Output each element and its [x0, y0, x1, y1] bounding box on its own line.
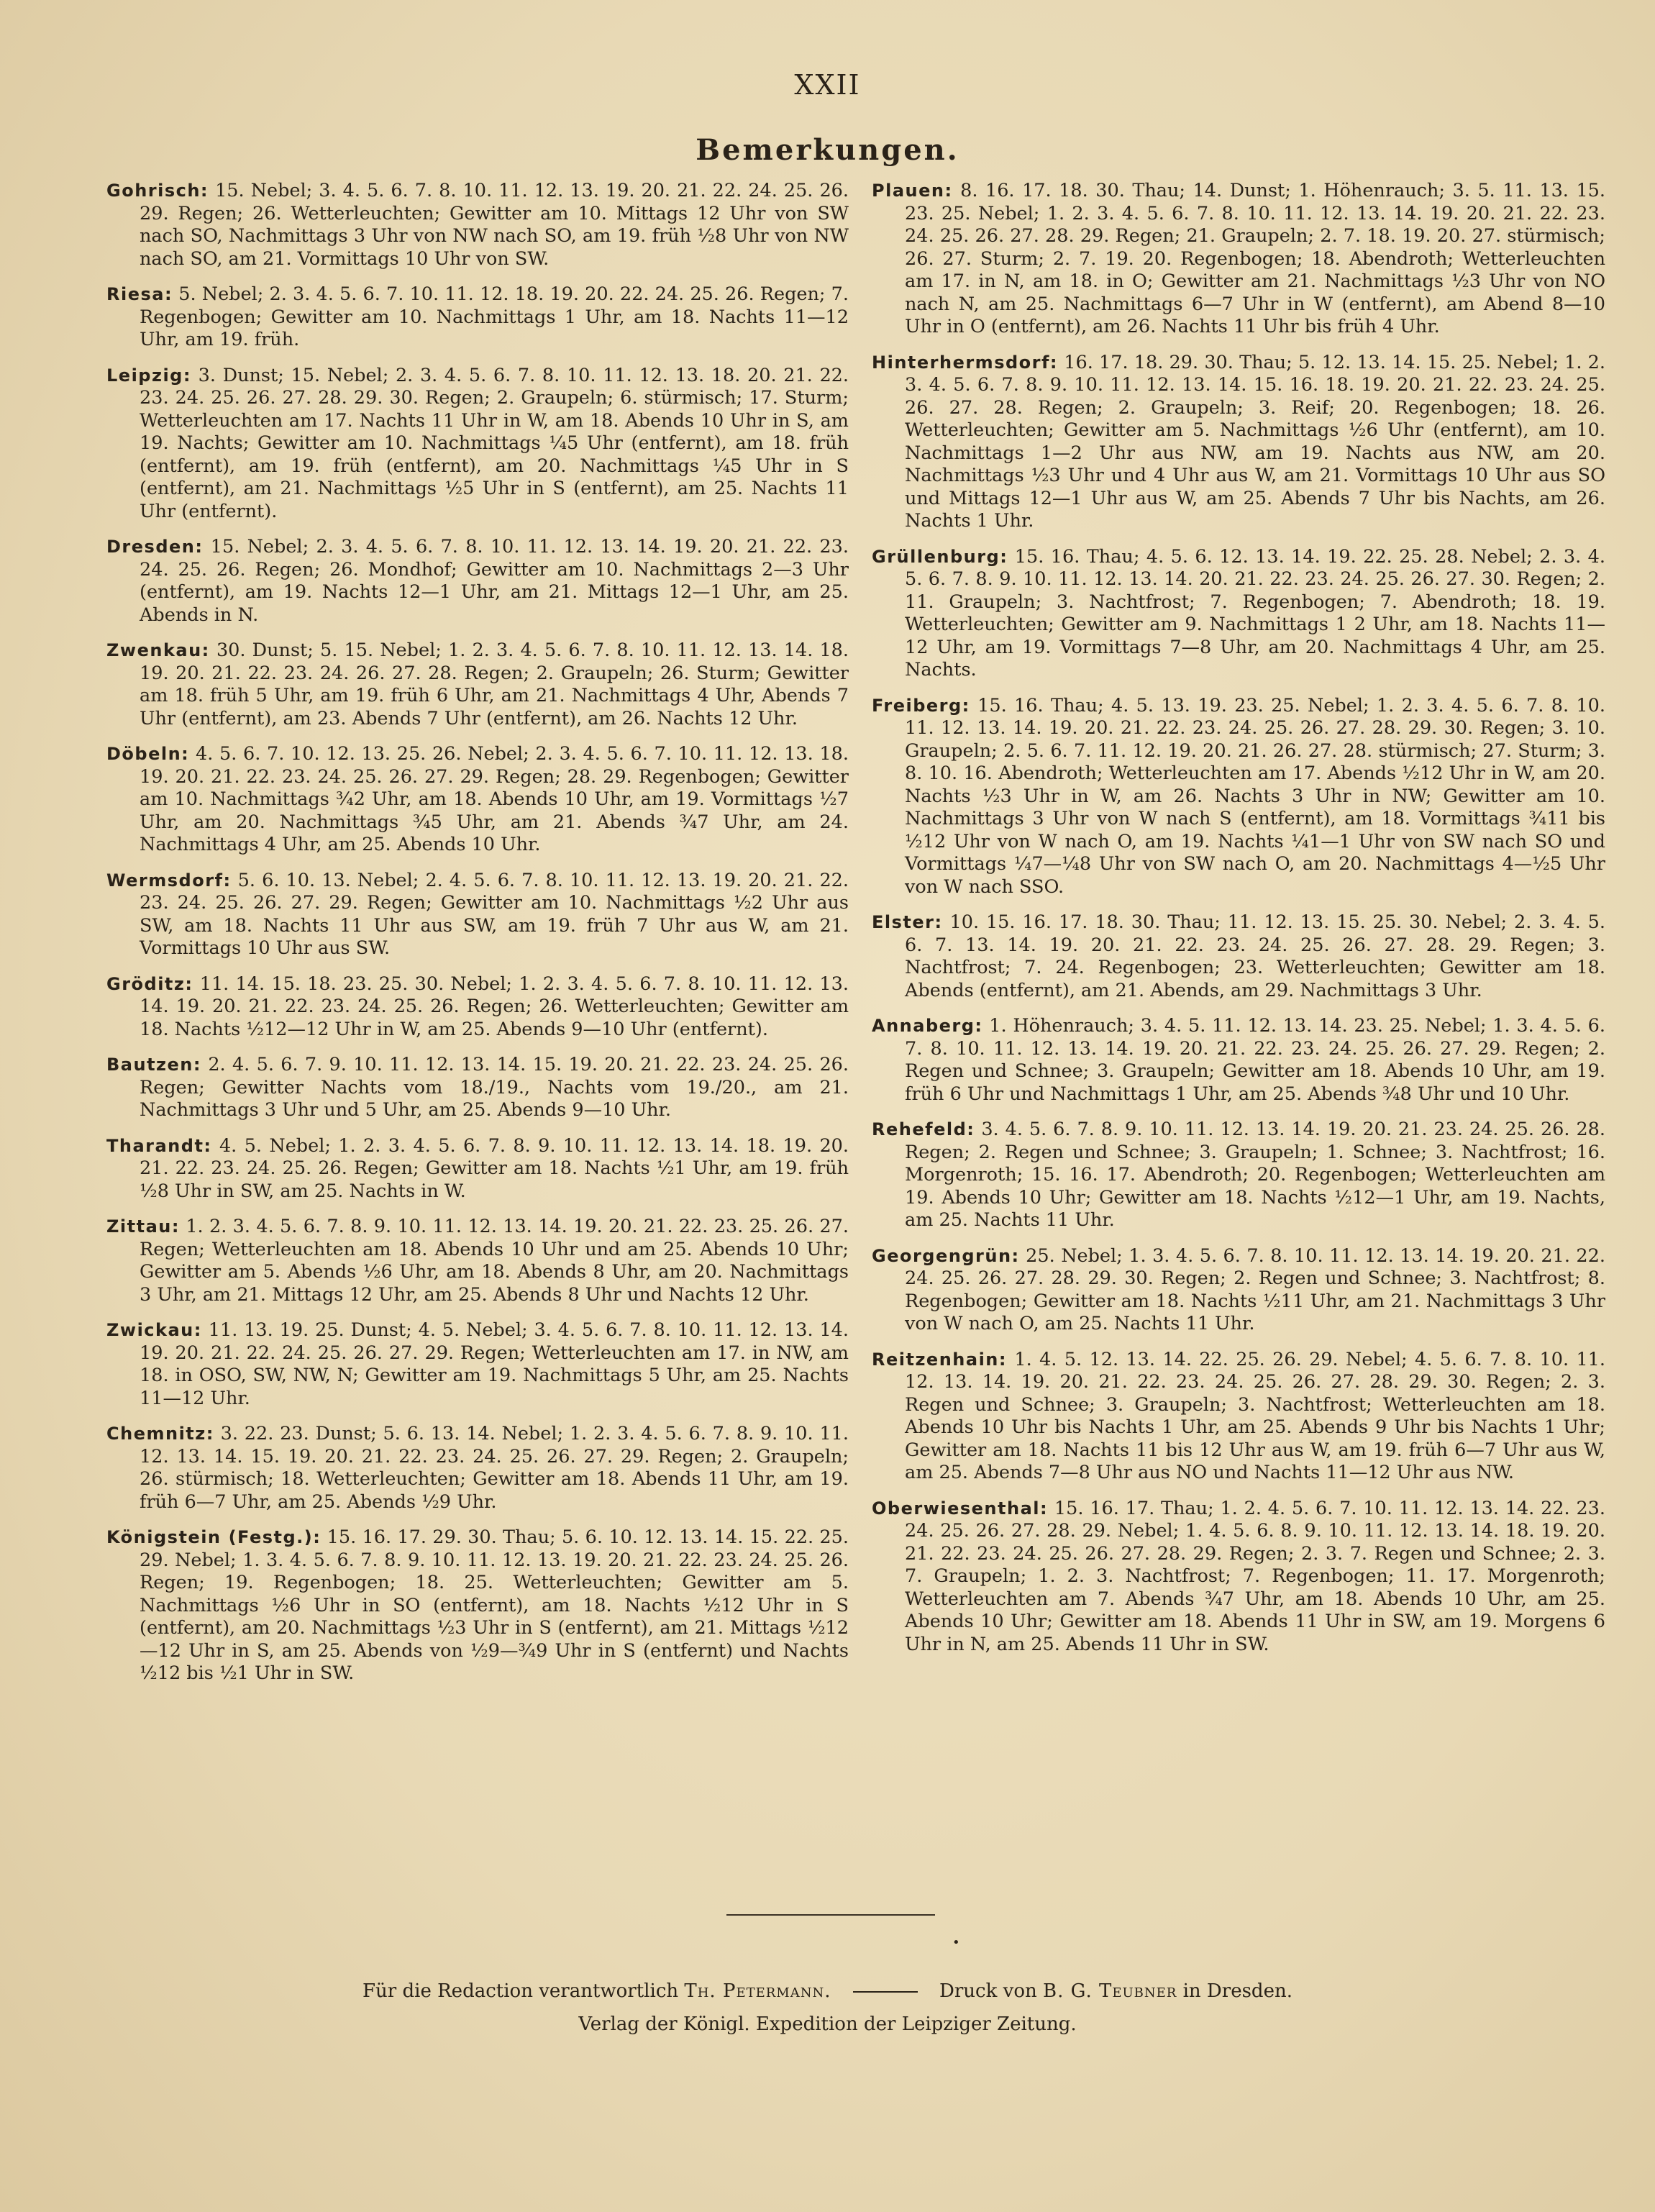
- station-remarks: 4. 5. Nebel; 1. 2. 3. 4. 5. 6. 7. 8. 9. 10. 11. 12. 13. 14. 18. 19. 20. 21. 22. 23. 24. 25. 26. Regen; Gewitter am 18. Nachts ½1 Uhr, am 19. früh ½8 Uhr in SW, am 25. Nachts in W.: [140, 1134, 849, 1202]
- station-name: Tharandt:: [106, 1135, 212, 1156]
- station-entry: [106, 870, 849, 960]
- imprint-dash: [853, 1991, 918, 1993]
- station-name: Annaberg:: [872, 1016, 983, 1036]
- station-entry: [106, 1216, 849, 1306]
- station-entry: [872, 352, 1605, 533]
- station-entry: [872, 1015, 1605, 1106]
- imprint-line-1: [0, 1975, 1655, 2008]
- station-name: Döbeln:: [106, 744, 190, 764]
- station-entry: [106, 365, 849, 524]
- station-name: Reitzenhain:: [872, 1349, 1007, 1370]
- station-name: Bautzen:: [106, 1055, 201, 1075]
- ornament-dot: •: [952, 1935, 960, 1950]
- page-number: XXII: [794, 69, 861, 101]
- station-remarks: 15. 16. 17. 29. 30. Thau; 5. 6. 10. 12. 13. 14. 15. 22. 25. 29. Nebel; 1. 3. 4. 5. 6. 7. 8. 9. 10. 11. 12. 13. 19. 20. 21. 22. 23. 24. 25. 26. Regen; 19. Regenbogen; 18. 25. Wetterleuchten; Gewitter am 5. Nachmittags ½6 Uhr in SO (entfernt), am 18. Nachts ½12 Uhr in S (entfernt), am 20. Nachmittags ½3 Uhr in S (entfernt), am 21. Mittags ½12—12 Uhr in S, am 25. Abends von ½9—¾9 Uhr in S (entfernt) und Nachts ½12 bis ½1 Uhr in SW.: [140, 1526, 849, 1684]
- station-name: Dresden:: [106, 537, 204, 557]
- station-remarks: 1. 4. 5. 12. 13. 14. 22. 25. 26. 29. Nebel; 4. 5. 6. 7. 8. 10. 11. 12. 13. 14. 19. 20. 21. 22. 23. 24. 25. 26. 27. 28. 29. 30. Regen; 2. 3. Regen und Schnee; 3. Graupeln; 3. Nachtfrost; Wetterleuchten am 18. Abends 10 Uhr bis Nachts 1 Uhr, am 25. Abends 9 Uhr bis Nachts 1 Uhr; Gewitter am 18. Nachts 11 bis 12 Uhr aus W, am 19. früh 6—7 Uhr aus W, am 25. Abends 7—8 Uhr aus NO und Nachts 11—12 Uhr aus NW.: [905, 1348, 1606, 1483]
- station-name: Gröditz:: [106, 973, 193, 994]
- station-entry: [106, 1423, 849, 1514]
- station-entry: [106, 640, 849, 730]
- station-entry: [872, 911, 1605, 1002]
- station-name: Rehefeld:: [872, 1119, 975, 1139]
- station-name: Hinterhermsdorf:: [872, 352, 1059, 373]
- station-entry: [872, 1498, 1605, 1657]
- station-remarks: 30. Dunst; 5. 15. Nebel; 1. 2. 3. 4. 5. 6. 7. 8. 10. 11. 12. 13. 14. 18. 19. 20. 21. 22. 23. 24. 26. 27. 28. Regen; 2. Graupeln; 26. Sturm; Gewitter am 18. früh 5 Uhr, am 19. früh 6 Uhr, am 21. Nachmittags 4 Uhr, Abends 7 Uhr (entfernt), am 23. Abends 7 Uhr (entfernt), am 26. Nachts 12 Uhr.: [140, 640, 849, 729]
- station-remarks: 1. 2. 3. 4. 5. 6. 7. 8. 9. 10. 11. 12. 13. 14. 19. 20. 21. 22. 23. 25. 26. 27. Regen; Wetterleuchten am 18. Abends 10 Uhr und am 25. Abends 10 Uhr; Gewitter am 5. Abends ½6 Uhr, am 18. Abends 8 Uhr, am 20. Nachmittags 3 Uhr, am 21. Mittags 12 Uhr, am 25. Abends 8 Uhr und Nachts 12 Uhr.: [140, 1216, 849, 1306]
- station-remarks: 3. 22. 23. Dunst; 5. 6. 13. 14. Nebel; 1. 2. 3. 4. 5. 6. 7. 8. 9. 10. 11. 12. 13. 14. 15. 19. 20. 21. 22. 23. 24. 25. 26. 27. 29. Regen; 2. Graupeln; 26. stürmisch; 18. Wetterleuchten; Gewitter am 18. Abends 11 Uhr, am 19. früh 6—7 Uhr, am 25. Abends ½9 Uhr.: [140, 1423, 849, 1513]
- station-remarks: 5. Nebel; 2. 3. 4. 5. 6. 7. 10. 11. 12. 18. 19. 20. 22. 24. 25. 26. Regen; 7. Regenbogen; Gewitter am 10. Nachmittags 1 Uhr, am 18. Nachts 11—12 Uhr, am 19. früh.: [140, 283, 849, 350]
- printer-prefix: Druck von: [939, 1980, 1037, 2002]
- station-name: Chemnitz:: [106, 1424, 214, 1444]
- right-column: [872, 180, 1605, 1669]
- station-name: Freiberg:: [872, 695, 970, 716]
- station-remarks: 16. 17. 18. 29. 30. Thau; 5. 12. 13. 14. 15. 25. Nebel; 1. 2. 3. 4. 5. 6. 7. 8. 9. 10. 11. 12. 13. 14. 15. 16. 18. 19. 20. 21. 22. 23. 24. 25. 26. 27. 28. Regen; 2. Graupeln; 3. Reif; 20. Regenbogen; 18. 26. Wetterleuchten; Gewitter am 5. Nachmittags ½6 Uhr (entfernt), am 10. Nachmittags 1—2 Uhr aus NW, am 19. Nachts aus NW, am 20. Nachmittags ½3 Uhr und 4 Uhr aus W, am 21. Vormittags 10 Uhr aus SO und Mittags 12—1 Uhr aus W, am 25. Abends 7 Uhr bis Nachts, am 26. Nachts 1 Uhr.: [905, 351, 1605, 532]
- station-name: Gohrisch:: [106, 181, 209, 201]
- station-name: Leipzig:: [106, 365, 191, 386]
- station-name: Oberwiesenthal:: [872, 1498, 1049, 1519]
- station-entry: [106, 743, 849, 857]
- station-name: Zwickau:: [106, 1320, 202, 1340]
- station-entry: [106, 283, 849, 352]
- station-entry: [106, 1135, 849, 1203]
- station-remarks: 5. 6. 10. 13. Nebel; 2. 4. 5. 6. 7. 8. 10. 11. 12. 13. 19. 20. 21. 22. 23. 24. 25. 26. 27. 29. Regen; Gewitter am 10. Nachmittags ½2 Uhr aus SW, am 18. Nachts 11 Uhr aus SW, am 19. früh 7 Uhr aus W, am 21. Vormittags 10 Uhr aus SW.: [140, 869, 849, 959]
- station-remarks: 1. Höhenrauch; 3. 4. 5. 11. 12. 13. 14. 23. 25. Nebel; 1. 3. 4. 5. 6. 7. 8. 10. 11. 12. 13. 14. 19. 20. 21. 22. 23. 24. 25. 26. 27. 29. Regen; 2. Regen und Schnee; 3. Graupeln; Gewitter am 18. Abends 10 Uhr, am 19. früh 6 Uhr und Nachmittags 1 Uhr, am 25. Abends ¾8 Uhr und 10 Uhr.: [905, 1015, 1605, 1105]
- station-entry: [106, 180, 849, 270]
- page-heading: Bemerkungen.: [696, 133, 959, 167]
- station-entry: [872, 546, 1605, 682]
- station-name: Wermsdorf:: [106, 870, 232, 891]
- station-entry: [106, 973, 849, 1042]
- station-name: Königstein (Festg.):: [106, 1527, 322, 1547]
- station-entry: [872, 180, 1605, 339]
- station-entry: [872, 1349, 1605, 1485]
- responsible-prefix: Für die Redaction verantwortlich: [363, 1980, 679, 2002]
- printer-suffix: in Dresden.: [1182, 1980, 1292, 2002]
- station-name: Zittau:: [106, 1216, 180, 1237]
- left-column: [106, 180, 849, 1698]
- station-remarks: 15. Nebel; 2. 3. 4. 5. 6. 7. 8. 10. 11. 12. 13. 14. 19. 20. 21. 22. 23. 24. 25. 26. Regen; 26. Mondhof; Gewitter am 10. Nachmittags 2—3 Uhr (entfernt), am 19. Nachts 12—1 Uhr, am 21. Mittags 12—1 Uhr, am 25. Abends in N.: [140, 536, 849, 626]
- station-remarks: 15. Nebel; 3. 4. 5. 6. 7. 8. 10. 11. 12. 13. 19. 20. 21. 22. 24. 25. 26. 29. Regen; 26. Wetterleuchten; Gewitter am 10. Mittags 12 Uhr von SW nach SO, Nachmittags 3 Uhr von NW nach SO, am 19. früh ½8 Uhr von NW nach SO, am 21. Vormittags 10 Uhr von SW.: [140, 180, 849, 270]
- station-name: Riesa:: [106, 284, 173, 304]
- station-remarks: 4. 5. 6. 7. 10. 12. 13. 25. 26. Nebel; 2. 3. 4. 5. 6. 7. 10. 11. 12. 13. 18. 19. 20. 21. 22. 23. 24. 25. 26. 27. 29. Regen; 28. 29. Regenbogen; Gewitter am 10. Nachmittags ¾2 Uhr, am 18. Abends 10 Uhr, am 19. Vormittags ½7 Uhr, am 20. Nachmittags ¾5 Uhr, am 21. Abends ¾7 Uhr, am 24. Nachmittags 4 Uhr, am 25. Abends 10 Uhr.: [140, 743, 849, 855]
- station-remarks: 3. 4. 5. 6. 7. 8. 9. 10. 11. 12. 13. 14. 19. 20. 21. 23. 24. 25. 26. 28. Regen; 2. Regen und Schnee; 3. Graupeln; 1. Schnee; 3. Nachtfrost; 16. Morgenroth; 15. 16. 17. Abendroth; 20. Regenbogen; Wetterleuchten am 19. Abends 10 Uhr; Gewitter am 18. Nachts ½12—1 Uhr, am 19. Nachts, am 25. Nachts 11 Uhr.: [905, 1119, 1606, 1231]
- station-entry: [872, 695, 1605, 899]
- station-name: Georgengrün:: [872, 1245, 1020, 1266]
- separator-rule: [726, 1914, 935, 1916]
- station-remarks: 3. Dunst; 15. Nebel; 2. 3. 4. 5. 6. 7. 8. 10. 11. 12. 13. 18. 20. 21. 22. 23. 24. 25. 26. 27. 28. 29. 30. Regen; 2. Graupeln; 6. stürmisch; 17. Sturm; Wetterleuchten am 17. Nachts 11 Uhr in W, am 18. Abends 10 Uhr in S, am 19. Nachts; Gewitter am 10. Nachmittags ¼5 Uhr (entfernt), am 18. früh (entfernt), am 19. früh (entfernt), am 20. Nachmittags ¼5 Uhr in S (entfernt), am 21. Nachmittags ½5 Uhr in S (entfernt), am 25. Nachts 11 Uhr (entfernt).: [140, 364, 849, 522]
- station-remarks: 11. 13. 19. 25. Dunst; 4. 5. Nebel; 3. 4. 5. 6. 7. 8. 10. 11. 12. 13. 14. 19. 20. 21. 22. 24. 25. 26. 27. 29. Regen; Wetterleuchten am 17. in NW, am 18. in OSO, SW, NW, N; Gewitter am 19. Nachmittags 5 Uhr, am 25. Nachts 11—12 Uhr.: [140, 1319, 849, 1409]
- station-remarks: 15. 16. Thau; 4. 5. 6. 12. 13. 14. 19. 22. 25. 28. Nebel; 2. 3. 4. 5. 6. 7. 8. 9. 10. 11. 12. 13. 14. 20. 21. 22. 23. 24. 25. 26. 27. 30. Regen; 2. 11. Graupeln; 3. Nachtfrost; 7. Regenbogen; 7. Abendroth; 18. 19. Wetterleuchten; Gewitter am 9. Nachmittags 1 2 Uhr, am 18. Nachts 11—12 Uhr, am 19. Vormittags 7—8 Uhr, am 20. Nachmittags 4 Uhr, am 25. Nachts.: [905, 545, 1605, 681]
- station-remarks: 15. 16. 17. Thau; 1. 2. 4. 5. 6. 7. 10. 11. 12. 13. 14. 22. 23. 24. 25. 26. 27. 28. 29. Nebel; 1. 4. 5. 6. 8. 9. 10. 11. 12. 13. 14. 18. 19. 20. 21. 22. 23. 24. 25. 26. 27. 28. 29. Regen; 2. 3. 7. Regen und Schnee; 2. 3. 7. Graupeln; 1. 2. 3. Nachtfrost; 7. Regenbogen; 11. 17. Morgenroth; Wetterleuchten am 7. Abends ¾7 Uhr, am 18. Abends 10 Uhr, am 25. Abends 10 Uhr; Gewitter am 18. Abends 11 Uhr in SW, am 19. Morgens 6 Uhr in N, am 25. Abends 11 Uhr in SW.: [905, 1497, 1605, 1655]
- station-entry: [872, 1245, 1605, 1336]
- printer-name: B. G. Teubner: [1042, 1980, 1177, 2002]
- station-name: Plauen:: [872, 181, 953, 201]
- imprint: [0, 1975, 1655, 2041]
- station-remarks: 15. 16. Thau; 4. 5. 13. 19. 23. 25. Nebel; 1. 2. 3. 4. 5. 6. 7. 8. 10. 11. 12. 13. 14. 19. 20. 21. 22. 23. 24. 25. 26. 27. 28. 29. 30. Regen; 3. 10. Graupeln; 2. 5. 6. 7. 11. 12. 19. 20. 21. 26. 27. 28. stürmisch; 27. Sturm; 3. 8. 10. 16. Abendroth; Wetterleuchten am 17. Abends ½12 Uhr in W, am 20. Nachts ½3 Uhr in W, am 26. Nachts 3 Uhr in NW; Gewitter am 10. Nachmittags 3 Uhr von W nach S (entfernt), am 18. Vormittags ¾11 bis ½12 Uhr von W nach O, am 19. Nachts ¼1—1 Uhr von SW nach SO und Vormittags ¼7—¼8 Uhr von SW nach O, am 20. Nachmittags 4—½5 Uhr von W nach SSO.: [905, 694, 1605, 898]
- station-entry: [106, 1526, 849, 1685]
- station-remarks: 11. 14. 15. 18. 23. 25. 30. Nebel; 1. 2. 3. 4. 5. 6. 7. 8. 10. 11. 12. 13. 14. 19. 20. 21. 22. 23. 24. 25. 26. Regen; 26. Wetterleuchten; Gewitter am 18. Nachts ½12—12 Uhr in W, am 25. Abends 9—10 Uhr (entfernt).: [140, 973, 849, 1040]
- station-remarks: 10. 15. 16. 17. 18. 30. Thau; 11. 12. 13. 15. 25. 30. Nebel; 2. 3. 4. 5. 6. 7. 13. 14. 19. 20. 21. 22. 23. 24. 25. 26. 27. 28. 29. Regen; 3. Nachtfrost; 7. 24. Regenbogen; 23. Wetterleuchten; Gewitter am 18. Abends (entfernt), am 21. Abends, am 29. Nachmittags 3 Uhr.: [905, 911, 1605, 1001]
- station-name: Elster:: [872, 912, 943, 932]
- station-remarks: 25. Nebel; 1. 3. 4. 5. 6. 7. 8. 10. 11. 12. 13. 14. 19. 20. 21. 22. 24. 25. 26. 27. 28. 29. 30. Regen; 2. Regen und Schnee; 3. Nachtfrost; 8. Regenbogen; Gewitter am 18. Nachts ½11 Uhr, am 21. Nachmittags 3 Uhr von W nach O, am 25. Nachts 11 Uhr.: [905, 1244, 1605, 1334]
- station-entry: [872, 1119, 1605, 1232]
- station-entry: [106, 1319, 849, 1410]
- station-entry: [106, 536, 849, 627]
- imprint-publisher: Verlag der Königl. Expedition der Leipziger Zeitung.: [578, 2013, 1077, 2035]
- station-name: Grüllenburg:: [872, 546, 1008, 567]
- station-remarks: 2. 4. 5. 6. 7. 9. 10. 11. 12. 13. 14. 15. 19. 20. 21. 22. 23. 24. 25. 26. Regen; Gewitter Nachts vom 18./19., Nachts vom 19./20., am 21. Nachmittags 3 Uhr und 5 Uhr, am 25. Abends 9—10 Uhr.: [140, 1054, 849, 1121]
- station-remarks: 8. 16. 17. 18. 30. Thau; 14. Dunst; 1. Höhenrauch; 3. 5. 11. 13. 15. 23. 25. Nebel; 1. 2. 3. 4. 5. 6. 7. 8. 10. 11. 12. 13. 14. 19. 20. 21. 22. 23. 24. 25. 26. 27. 28. 29. Regen; 21. Graupeln; 2. 7. 18. 19. 20. 27. stürmisch; 26. 27. Sturm; 2. 7. 19. 20. Regenbogen; 18. Abendroth; Wetterleuchten am 17. in N, am 18. in O; Gewitter am 21. Nachmittags ½3 Uhr von NO nach N, am 25. Nachmittags 6—7 Uhr in W (entfernt), am Abend 8—10 Uhr in O (entfernt), am 26. Nachts 11 Uhr bis früh 4 Uhr.: [905, 180, 1605, 337]
- responsible-name: Th. Petermann.: [684, 1980, 831, 2002]
- station-entry: [106, 1054, 849, 1122]
- station-name: Zwenkau:: [106, 640, 210, 660]
